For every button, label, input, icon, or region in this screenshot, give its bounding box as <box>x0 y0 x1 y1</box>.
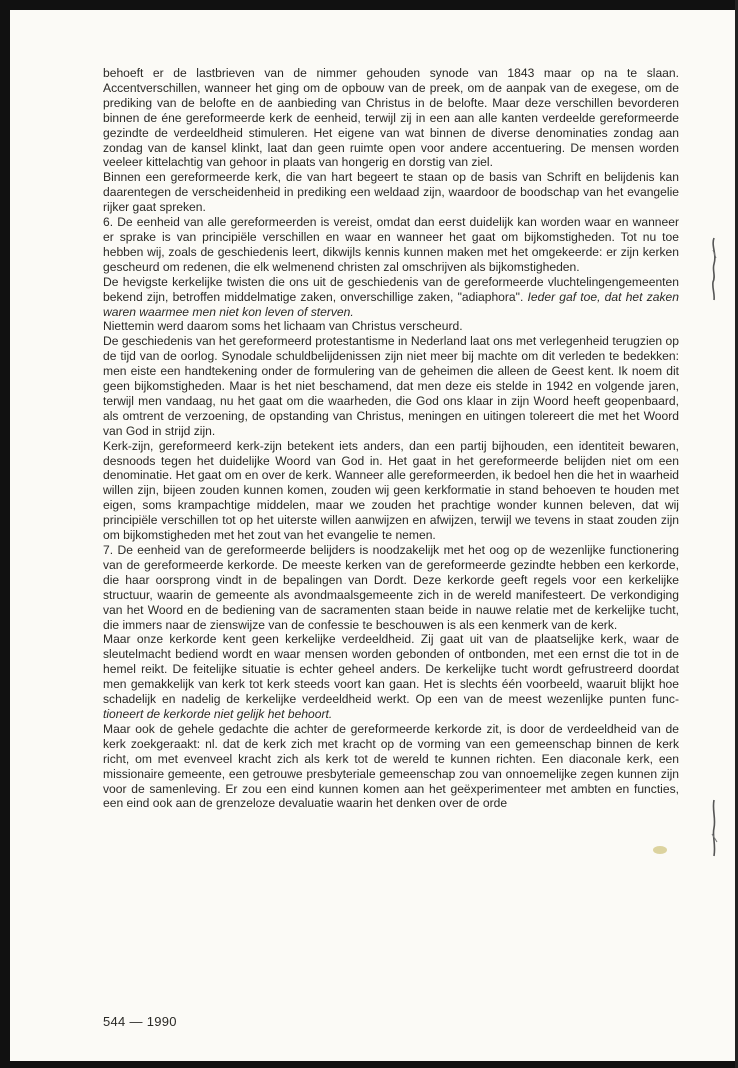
scan-border-left <box>0 0 10 1068</box>
highlight-smudge <box>653 846 667 854</box>
paragraph: 7. De eenheid van de gereformeerde belijders is noodzakelijk met het oog op de wezenlijke functionering van de gereformeerde kerkorde. De meeste kerken van de gereformeerde gezindte hebben een kerkorde, die haar oorsprong vindt in de bepalingen van Dordt. Deze kerkorde geeft regels voor een kerkelijke structuur, waarin de gemeente als avondmaalsgemeente zich in de wereld manifesteert. De verkondiging van het Woord en de bediening van de sacramenten staan beide in nauwe relatie met de kerkelijke tucht, die immers naar de zienswijze van de confessie te beschouwen is als een kenmerk van de kerk. <box>103 543 679 632</box>
paragraph-with-emphasis <box>103 632 679 721</box>
scan-border-top <box>0 0 738 10</box>
scan-border-bottom <box>0 1061 738 1068</box>
paragraph: Maar ook de gehele gedachte die achter de gereformeerde kerkorde zit, is door de verdeeldheid van de kerk zoekgeraakt: nl. dat de kerk zich met kracht op de vorming van een gemeenschap binnen de kerk richt, om met evenveel kracht zich als kerk tot de wereld te kunnen richten. Een diaconale kerk, een missionaire gemeente, een getrouwe presbyteriale gemeenschap zou van onnoemelijke zegen kunnen zijn voor de samenleving. Er zou een eind kunnen komen aan het geëxperimenteer met ambten en functies, een eind ook aan de grenzeloze devaluatie waarin het denken over de orde <box>103 721 679 811</box>
margin-pencil-mark-icon <box>707 236 721 302</box>
paragraph: behoeft er de lastbrieven van de nimmer gehouden synode van 1843 maar op na te slaan. Accentverschillen, wanneer het ging om de opbouw van de preek, om de aanpak van de exegese, om de prediking van de belofte en de aanbieding van Christus in de belofte. Maar deze verschillen bevorderen binnen de éne gereformeerde kerk de eenheid, terwijl zij in een aan alle kanten verdeelde gereformeerde gezindte de verdeeldheid stimuleren. Het eigene van wat binnen de diverse denominaties zondag aan zondag van de kansel klinkt, laat dan geen ruimte open voor andere accentuering. De mensen worden veeleer kittelachtig van gehoor in plaats van hongerig en dorstig van ziel. <box>103 66 679 170</box>
paragraph: Kerk-zijn, gereformeerd kerk-zijn betekent iets anders, dan een partij bijhouden, een identiteit bewaren, desnoods tegen het duidelijke Woord van God in. Het gaat in het gereformeerde belijden niet om een denominatie. Het gaat om en over de kerk. Wanneer alle gereformeerden, ik bedoel hen die het in waarheid willen zijn, bijeen zouden kunnen komen, zouden wij geen kerkformatie in stand behoeven te houden met eigen, soms krampachtige middelen, maar we zouden het prachtige wonder kunnen beleven, dat wij principiële verschillen tot op het uiterste willen aanwijzen en afwijzen, terwijl we tevens in staat zouden zijn om bijkomstigheden met het zout van het evangelie te nemen. <box>103 438 679 543</box>
paragraph-with-quote <box>103 275 679 320</box>
paragraph: 6. De eenheid van alle gereformeerden is vereist, omdat dan eerst duidelijk kan worden waar en wanneer er sprake is van principiële verschillen en waar en wanneer het gaat om bijkomstigheden. Tot nu toe hebben wij, zoals de geschiedenis leert, dikwijls kennis kunnen maken met het omgekeerde: er zijn kerken gescheurd om redenen, die elk welmenend christen zal omschrijven als bijkomstigheden. <box>103 215 679 274</box>
paragraph-body: Maar onze kerkorde kent geen kerkelijke verdeeldheid. Zij gaat uit van de plaatselijke kerk, waar de sleutelmacht bediend wordt en waar mensen worden gebonden of ontbonden, met een ernst die tot in de hemel reikt. De feitelijke situatie is echter geheel anders. De kerkelijke tucht wordt gefrustreerd doordat men gemakkelijk van kerk tot kerk steeds voort kan gaan. Het is slechts één voorbeeld, waaruit blijkt hoe schadelijk en nadelig de kerkelijke verdeeldheid werkt. Op een van de meest wezenlijke punten func- <box>103 632 679 707</box>
italic-emphasis: tioneert de kerkorde niet gelijk het behoort. <box>103 706 333 721</box>
italic-quote: Ieder gaf toe, dat het zaken waren waarmee men niet kon leven of sterven. <box>103 289 679 319</box>
paragraph: Niettemin werd daarom soms het lichaam van Christus verscheurd. <box>103 319 463 334</box>
paragraph: De geschiedenis van het gereformeerd protestantisme in Nederland laat ons met verlegenheid terugzien op de tijd van de oorlog. Synodale schuldbelijdenissen zijn niet meer bij machte om dit verleden te bedekken: men eiste een handtekening onder de formulering van de geheimen die alleen de Geest kent. Ik noem dit geen bijkomstigheden. Maar is het niet beschamend, dat men deze eis stelde in 1942 en volgende jaren, terwijl men vandaag, nu het gaat om die waarheden, die God ons klaar in zijn Woord heeft geopenbaard, als omtrent de verzoening, de opstanding van Christus, meningen en uitingen tolereert die met het Woord van God in strijd zijn. <box>103 334 679 438</box>
paragraph-lead: De hevigste kerkelijke twisten die ons uit de geschiedenis van de gereformeerde vluchtelingengemeenten bekend zijn, betroffen middelmatige zaken, onverschillige zaken, "adiaphora". <box>103 274 679 304</box>
document-page <box>103 66 679 811</box>
paragraph: Binnen een gereformeerde kerk, die van hart begeert te staan op de basis van Schrift en belijdenis kan daarentegen de verscheidenheid in prediking een weldaad zijn, waardoor de boodschap van het evangelie rijker gaat spreken. <box>103 170 679 215</box>
page-number: 544 — 1990 <box>103 1014 177 1029</box>
margin-pencil-mark-icon <box>707 798 721 860</box>
